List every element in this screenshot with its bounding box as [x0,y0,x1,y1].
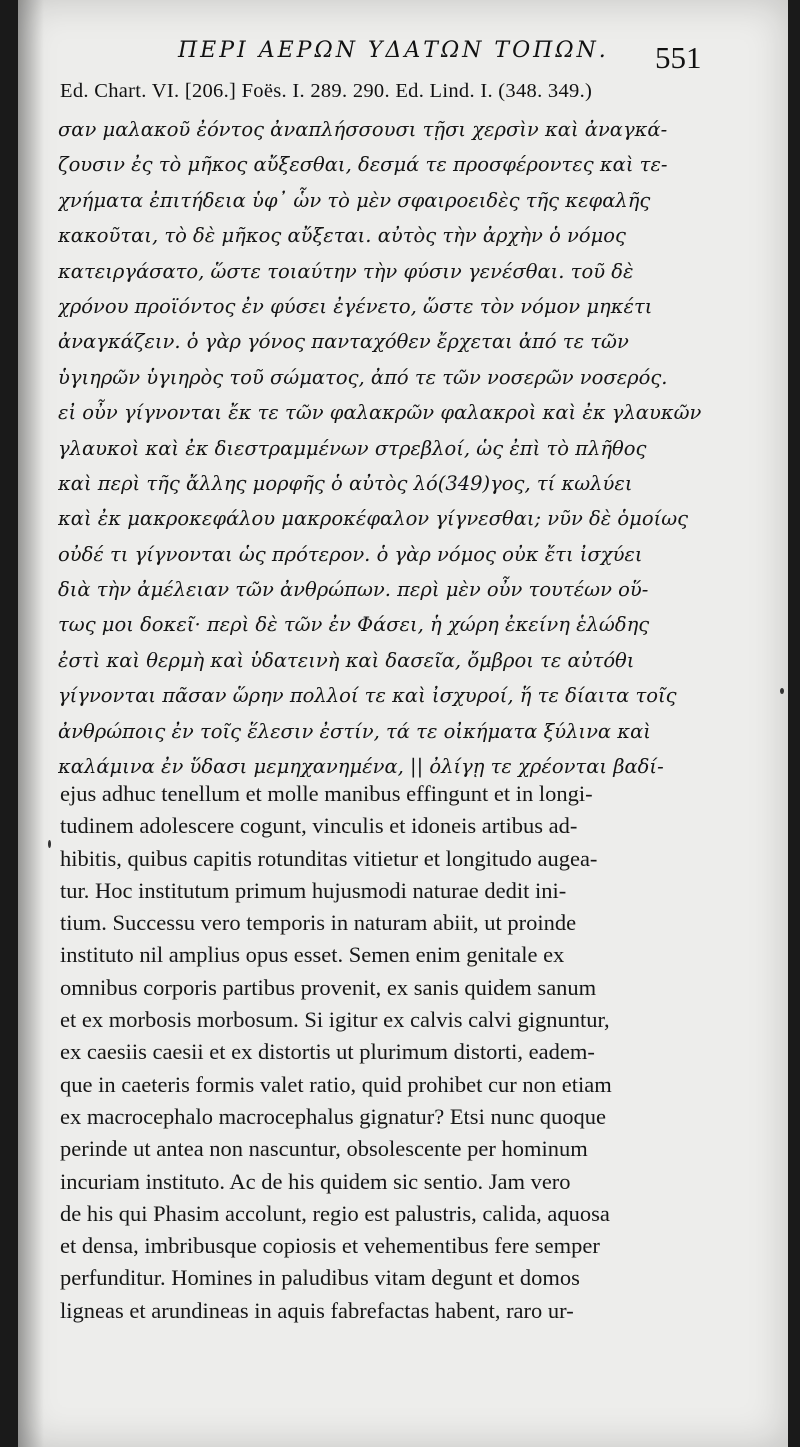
greek-line: χνήματα ἐπιτήδεια ὑφ᾽ ὧν τὸ μὲν σφαιροειδὲς τῆς κεφαλῆς [58,188,651,212]
greek-line: ἀναγκάζειν. ὁ γὰρ γόνος πανταχόθεν ἔρχεται ἀπό τε τῶν [58,330,629,354]
print-speck [48,840,51,848]
gutter-shadow [18,0,44,1447]
latin-line: ejus adhuc tenellum et molle manibus effingunt et in longi- [60,781,593,806]
greek-line: ἐστὶ καὶ θερμὴ καὶ ὑδατεινὴ καὶ δασεῖα, ὄμβροι τε αὐτόθι [58,648,635,672]
latin-line: ex caesiis caesii et ex distortis ut plurimum distorti, eadem- [60,1039,595,1065]
greek-line: καὶ ἐκ μακροκεφάλου μακροκέφαλον γίγνεσθαι; νῦν δὲ ὁμοίως [58,507,689,531]
greek-line: κατειργάσατο, ὥστε τοιαύτην τὴν φύσιν γενέσθαι. τοῦ δὲ [58,259,634,283]
latin-line: instituto nil amplius opus esset. Semen enim genitale ex [60,942,565,968]
greek-text-block [58,112,758,784]
latin-line: tudinem adolescere cogunt, vinculis et idoneis artibus ad- [60,813,578,839]
latin-line: et ex morbosis morbosum. Si igitur ex calvis calvi gignuntur, [60,1007,610,1033]
latin-line: perfunditur. Homines in paludibus vitam degunt et domos [60,1265,580,1291]
latin-line: que in caeteris formis valet ratio, quid prohibet cur non etiam [60,1071,612,1097]
latin-line: ex macrocephalo macrocephalus gignatur? Etsi nunc quoque [60,1103,607,1129]
greek-line: χρόνου προϊόντος ἐν φύσει ἐγένετο, ὥστε τὸν νόμον μηκέτι [58,294,653,318]
latin-line: de his qui Phasim accolunt, regio est palustris, calida, aquosa [60,1200,610,1226]
print-speck [780,688,784,694]
book-page [18,0,788,1447]
greek-line: εἰ οὖν γίγνονται ἔκ τε τῶν φαλακρῶν φαλακροὶ καὶ ἐκ γλαυκῶν [58,401,702,425]
latin-line: ligneas et arundineas in aquis fabrefactas habent, raro ur- [60,1297,574,1323]
greek-line: σαν μαλακοῦ ἐόντος ἀναπλήσσουσι τῇσι χερσὶν καὶ ἀναγκά- [58,118,668,141]
page-number: 551 [655,40,702,75]
running-title: ΠΕΡΙ ΑΕΡΩΝ ΥΔΑΤΩΝ ΤΟΠΩΝ. [178,38,609,63]
edition-reference-line: Ed. Chart. VI. [206.] Foës. I. 289. 290. Ed. Lind. I. (348. 349.) [60,80,593,102]
greek-line: γλαυκοὶ καὶ ἐκ διεστραμμένων στρεβλοί, ὡς ἐπὶ τὸ πλῆθος [58,436,647,460]
latin-line: tium. Successu vero temporis in naturam abiit, ut proinde [60,910,577,936]
greek-line: ἀνθρώποις ἐν τοῖς ἕλεσιν ἐστίν, τά τε οἰκήματα ξύλινα καὶ [58,719,651,743]
latin-line: tur. Hoc institutum primum hujusmodi naturae dedit ini- [60,877,567,903]
page-header [18,36,788,76]
latin-line: hibitis, quibus capitis rotunditas vitietur et longitudo augea- [60,845,598,871]
greek-line: διὰ τὴν ἀμέλειαν τῶν ἀνθρώπων. περὶ μὲν οὖν τουτέων οὕ- [58,578,649,602]
greek-line: κακοῦται, τὸ δὲ μῆκος αὔξεται. αὐτὸς τὴν ἀρχὴν ὁ νόμος [58,224,626,248]
latin-line: incuriam instituto. Ac de his quidem sic sentio. Jam vero [60,1168,571,1194]
latin-translation-block [60,778,760,1327]
latin-line: omnibus corporis partibus provenit, ex sanis quidem sanum [60,974,597,1000]
greek-line: τως μοι δοκεῖ· περὶ δὲ τῶν ἐν Φάσει, ἡ χώρη ἐκείνη ἑλώδης [58,613,650,637]
greek-line: ὑγιηρῶν ὑγιηρὸς τοῦ σώματος, ἀπό τε τῶν νοσερῶν νοσερός. [58,365,668,389]
greek-line: οὐδέ τι γίγνονται ὡς πρότερον. ὁ γὰρ νόμος οὐκ ἔτι ἰσχύει [58,542,643,566]
greek-line: καὶ περὶ τῆς ἄλλης μορφῆς ὁ αὐτὸς λό(349)γος, τί κωλύει [58,471,633,495]
latin-line: perinde ut antea non nascuntur, obsolescente per hominum [60,1136,588,1162]
greek-line: γίγνονται πᾶσαν ὥρην πολλοί τε καὶ ἰσχυροί, ἥ τε δίαιτα τοῖς [58,684,677,708]
greek-line: καλάμινα ἐν ὕδασι μεμηχανημένα, || ὀλίγῃ τε χρέονται βαδί- [58,755,664,779]
latin-line: et densa, imbribusque copiosis et vehementibus fere semper [60,1233,600,1259]
greek-line: ζουσιν ἐς τὸ μῆκος αὔξεσθαι, δεσμά τε προσφέροντες καὶ τε- [58,153,668,177]
